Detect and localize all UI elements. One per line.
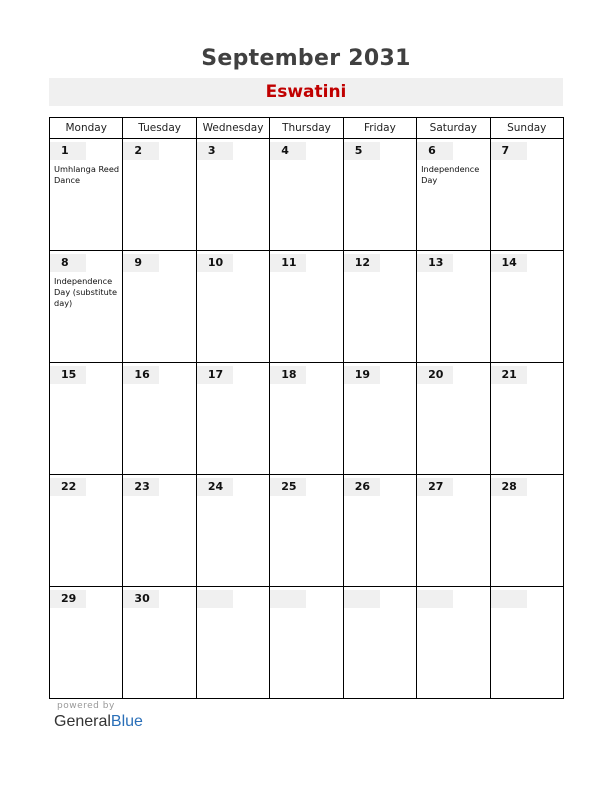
day-number: 5 — [344, 142, 380, 160]
day-number: 16 — [123, 366, 159, 384]
weekday-thursday: Thursday — [270, 118, 343, 139]
calendar-day-cell — [196, 475, 269, 587]
calendar-day-cell — [343, 587, 416, 699]
calendar-week-row — [50, 363, 564, 475]
day-number: 21 — [491, 366, 527, 384]
calendar-day-cell — [417, 587, 490, 699]
calendar-day-cell — [343, 251, 416, 363]
calendar-day-cell — [270, 139, 343, 251]
day-number: 6 — [417, 142, 453, 160]
holiday-label: Umhlanga Reed Dance — [54, 164, 120, 185]
calendar-day-cell — [123, 139, 196, 251]
day-number: 26 — [344, 478, 380, 496]
calendar-day-cell — [417, 363, 490, 475]
calendar-day-cell — [490, 587, 563, 699]
day-number: 22 — [50, 478, 86, 496]
calendar-day-cell — [196, 587, 269, 699]
calendar-grid — [49, 117, 564, 699]
calendar-day-cell — [196, 251, 269, 363]
calendar-day-cell — [343, 475, 416, 587]
weekday-sunday: Sunday — [490, 118, 563, 139]
calendar-day-cell — [270, 251, 343, 363]
day-number: 14 — [491, 254, 527, 272]
day-number — [344, 590, 380, 608]
weekday-tuesday: Tuesday — [123, 118, 196, 139]
day-number: 18 — [270, 366, 306, 384]
day-number: 7 — [491, 142, 527, 160]
day-number: 10 — [197, 254, 233, 272]
holiday-label: Independence Day — [421, 164, 480, 185]
calendar-day-cell — [196, 139, 269, 251]
calendar-day-cell — [123, 251, 196, 363]
brand-blue-text: Blue — [110, 713, 143, 730]
calendar-day-cell — [490, 475, 563, 587]
calendar-day-cell — [123, 363, 196, 475]
calendar-day-cell — [343, 363, 416, 475]
calendar-day-cell — [196, 363, 269, 475]
day-number — [270, 590, 306, 608]
day-number: 27 — [417, 478, 453, 496]
day-number: 29 — [50, 590, 86, 608]
calendar-day-cell — [50, 475, 123, 587]
calendar-day-cell — [417, 139, 490, 251]
day-number: 12 — [344, 254, 380, 272]
calendar-week-row — [50, 251, 564, 363]
calendar-week-row — [50, 139, 564, 251]
calendar-day-cell — [343, 139, 416, 251]
day-number — [197, 590, 233, 608]
day-number: 15 — [50, 366, 86, 384]
country-banner: Eswatini — [49, 78, 563, 106]
day-number: 19 — [344, 366, 380, 384]
weekday-saturday: Saturday — [417, 118, 490, 139]
weekday-wednesday: Wednesday — [196, 118, 269, 139]
calendar-day-cell — [270, 587, 343, 699]
generalblue-logo[interactable] — [54, 713, 143, 731]
calendar-week-row — [50, 587, 564, 699]
holiday-label: Independence Day (substitute day) — [54, 276, 118, 308]
weekday-friday: Friday — [343, 118, 416, 139]
day-number — [417, 590, 453, 608]
page-title: September 2031 — [201, 46, 411, 71]
day-number: 4 — [270, 142, 306, 160]
powered-by-text: powered by — [57, 701, 115, 711]
weekday-monday: Monday — [50, 118, 123, 139]
day-number: 30 — [123, 590, 159, 608]
day-number: 8 — [50, 254, 86, 272]
calendar-day-cell — [50, 363, 123, 475]
brand-general-text: General — [54, 713, 111, 730]
calendar-day-cell — [490, 139, 563, 251]
day-number: 17 — [197, 366, 233, 384]
calendar-day-cell — [123, 587, 196, 699]
day-number: 23 — [123, 478, 159, 496]
calendar-day-cell — [270, 363, 343, 475]
calendar-day-cell — [490, 251, 563, 363]
day-number: 3 — [197, 142, 233, 160]
day-number: 28 — [491, 478, 527, 496]
calendar-day-cell — [417, 251, 490, 363]
calendar-day-cell — [50, 139, 123, 251]
day-number: 2 — [123, 142, 159, 160]
day-number: 11 — [270, 254, 306, 272]
day-number: 24 — [197, 478, 233, 496]
calendar-week-row — [50, 475, 564, 587]
calendar-day-cell — [417, 475, 490, 587]
weekday-header-row — [50, 118, 564, 139]
calendar-day-cell — [490, 363, 563, 475]
day-number: 9 — [123, 254, 159, 272]
calendar-day-cell — [270, 475, 343, 587]
day-number: 13 — [417, 254, 453, 272]
calendar-day-cell — [50, 587, 123, 699]
day-number: 20 — [417, 366, 453, 384]
day-number — [491, 590, 527, 608]
day-number: 25 — [270, 478, 306, 496]
day-number: 1 — [50, 142, 86, 160]
calendar-day-cell — [50, 251, 123, 363]
calendar-day-cell — [123, 475, 196, 587]
